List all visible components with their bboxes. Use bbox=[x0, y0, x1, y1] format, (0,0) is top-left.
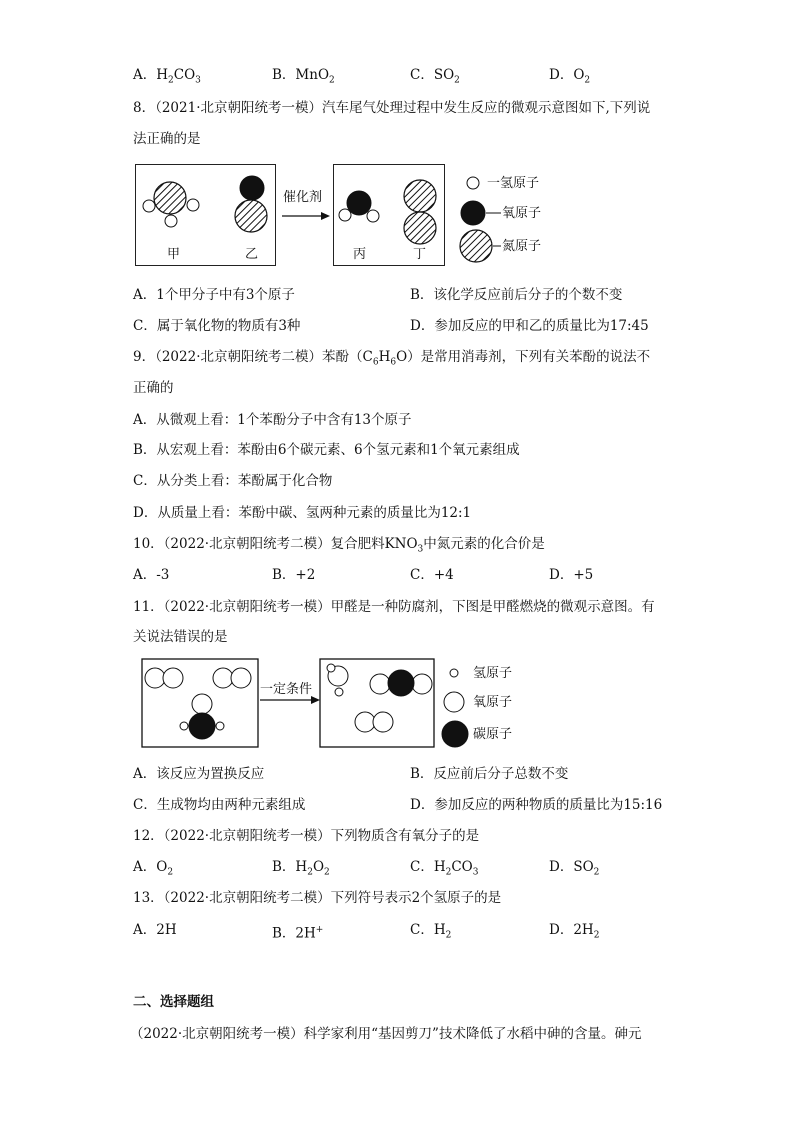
q12-stem: 12．（2022·北京朝阳统考一模）下列物质含有氧分子的是 bbox=[133, 828, 480, 844]
q9-option-c: C．从分类上看：苯酚属于化合物 bbox=[133, 473, 333, 489]
q12-option-d: D．$SO_2$ bbox=[549, 859, 600, 878]
q8-legend-o-icon bbox=[461, 201, 485, 225]
q11-hcho-o bbox=[192, 694, 212, 714]
q10-option-c: C．+4 bbox=[410, 567, 454, 583]
q8-option-a: A．1个甲分子中有3个原子 bbox=[133, 287, 295, 303]
q10-option-d: D．+5 bbox=[549, 567, 594, 583]
q7-option-c: C．$SO_2$ bbox=[410, 67, 460, 86]
q8-label-jia: 甲 bbox=[167, 247, 181, 262]
q11-stem-line2: 关说法错误的是 bbox=[133, 629, 228, 645]
q7-option-b: B．MnO$_2$ bbox=[272, 67, 335, 86]
q13-option-d: D．$2H_2$ bbox=[549, 922, 600, 941]
q12-option-b: B．$H_2O_2$ bbox=[272, 859, 330, 878]
section2-title: 二、选择题组 bbox=[133, 994, 214, 1010]
q11-o2-right-a bbox=[213, 668, 233, 688]
q8-legend-n-icon bbox=[460, 230, 492, 262]
q8-option-c: C．属于氧化物的物质有3种 bbox=[133, 318, 301, 334]
q11-legend-h-icon bbox=[450, 669, 458, 677]
q11-legend-h-text: 氢原子 bbox=[473, 666, 513, 681]
q11-co2-o-right bbox=[412, 674, 432, 694]
q8-bing-h-right bbox=[367, 210, 379, 222]
q11-o2-left-a bbox=[145, 668, 165, 688]
q11-o2-product-b bbox=[373, 712, 393, 732]
q11-hcho-h-left bbox=[180, 722, 188, 730]
q11-legend-c-icon bbox=[442, 721, 468, 747]
q8-label-yi: 乙 bbox=[245, 247, 259, 262]
section2-paragraph: （2022·北京朝阳统考一模）科学家利用“基因剪刀”技术降低了水稻中砷的含量。砷元 bbox=[130, 1026, 642, 1042]
q8-option-d: D．参加反应的甲和乙的质量比为17:45 bbox=[410, 318, 649, 334]
q9-option-b: B．从宏观上看：苯酚由6个碳元素、6个氢元素和1个氧元素组成 bbox=[133, 442, 520, 458]
q11-legend-o-icon bbox=[444, 692, 464, 712]
q11-hcho-c bbox=[189, 713, 215, 739]
q11-option-a: A．该反应为置换反应 bbox=[133, 766, 265, 782]
q8-stem-line1: 8．（2021·北京朝阳统考一模）汽车尾气处理过程中发生反应的微观示意图如下,下列说 bbox=[133, 100, 651, 116]
q11-o2-right-b bbox=[231, 668, 251, 688]
q10-option-b: B．+2 bbox=[272, 567, 316, 583]
q8-arrow-label: 催化剂 bbox=[283, 190, 323, 205]
q11-o2-left-b bbox=[163, 668, 183, 688]
q11-o2-product-a bbox=[355, 712, 375, 732]
q11-option-b: B．反应前后分子总数不变 bbox=[410, 766, 569, 782]
q10-option-a: A．-3 bbox=[133, 567, 170, 583]
q8-option-b: B．该化学反应前后分子的个数不变 bbox=[410, 287, 623, 303]
q12-option-a: A．$O_2$ bbox=[133, 859, 174, 878]
q9-stem-line1: 9．（2022·北京朝阳统考二模）苯酚$(C_6H_6O)$是常用消毒剂，下列有关苯酚的说法不 bbox=[133, 349, 651, 368]
q8-jia-h-left bbox=[143, 200, 155, 212]
q13-option-a: A．2H bbox=[133, 922, 177, 938]
q7-option-d: D．$O_2$ bbox=[549, 67, 591, 86]
q8-bing-h-left bbox=[339, 209, 351, 221]
q8-legend-h-text: 一氢原子 bbox=[487, 176, 540, 191]
q8-stem-line2: 法正确的是 bbox=[133, 131, 201, 147]
q11-option-c: C．生成物均由两种元素组成 bbox=[133, 797, 306, 813]
q12-option-c: C．$H_2CO_3$ bbox=[410, 859, 479, 878]
q7-option-a: A．$H_2CO_3$ bbox=[133, 67, 201, 86]
q13-option-c: C．$H_2$ bbox=[410, 922, 452, 941]
q11-stem-line1: 11．（2022·北京朝阳统考一模）甲醛是一种防腐剂，下图是甲醛燃烧的微观示意图。有 bbox=[133, 599, 655, 615]
q8-label-ding: 丁 bbox=[413, 247, 427, 262]
q11-co2-c bbox=[388, 670, 414, 696]
q8-label-bing: 丙 bbox=[353, 247, 367, 262]
q8-bing-o bbox=[347, 191, 371, 215]
q9-option-a: A．从微观上看：1个苯酚分子中含有13个原子 bbox=[133, 412, 412, 428]
q8-jia-h-right bbox=[187, 199, 199, 211]
q11-co2-o-left bbox=[370, 674, 390, 694]
q8-legend-o-text: 氧原子 bbox=[502, 206, 542, 221]
q8-legend-n-text: 氮原子 bbox=[502, 239, 542, 254]
q11-arrow-label: 一定条件 bbox=[260, 682, 313, 697]
q11-h2o-h-top bbox=[327, 664, 335, 672]
q8-yi-o bbox=[240, 176, 264, 200]
q9-option-d: D．从质量上看：苯酚中碳、氢两种元素的质量比为12:1 bbox=[133, 505, 472, 521]
q9-stem-line2: 正确的 bbox=[133, 380, 174, 396]
q13-option-b: B．2H+ bbox=[272, 925, 324, 942]
q11-h2o-h-bottom bbox=[335, 688, 343, 696]
q8-arrow-head bbox=[321, 212, 330, 220]
q11-legend-c-text: 碳原子 bbox=[473, 727, 513, 742]
q8-jia-h-bottom bbox=[165, 215, 177, 227]
q11-legend-o-text: 氧原子 bbox=[473, 695, 513, 710]
q8-yi-n bbox=[235, 200, 267, 232]
q13-stem: 13．（2022·北京朝阳统考二模）下列符号表示2个氢原子的是 bbox=[133, 890, 502, 906]
q11-arrow-head bbox=[311, 696, 320, 704]
q8-jia-n bbox=[154, 182, 186, 214]
q11-hcho-h-right bbox=[216, 722, 224, 730]
q8-ding-n-bottom bbox=[404, 212, 436, 244]
q8-legend-h-icon bbox=[467, 177, 479, 189]
q8-ding-n-top bbox=[404, 180, 436, 212]
q11-option-d: D．参加反应的两种物质的质量比为15:16 bbox=[410, 797, 663, 813]
q10-stem: 10．（2022·北京朝阳统考二模）复合肥料$KNO_3$中氮元素的化合价是 bbox=[133, 536, 545, 555]
